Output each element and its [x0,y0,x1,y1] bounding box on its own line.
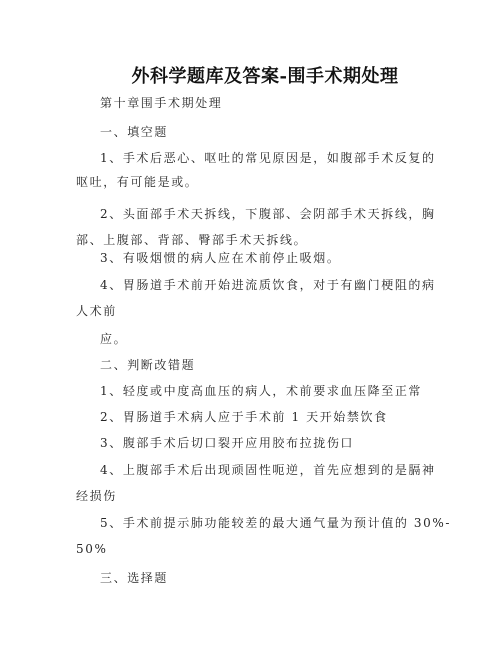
section-heading-true-false: 二、判断改错题 [100,358,196,372]
question-4-line-2: 人术前 [76,304,117,318]
document-title: 外科学题库及答案-围手术期处理 [131,66,399,87]
section-heading-fill-blank: 一、填空题 [100,125,169,139]
tf-question-3: 3、腹部手术后切口裂开应用胶布拉拢伤口 [100,436,355,450]
tf-question-4-line-1: 4、上腹部手术后出现顽固性呃逆，首先应想到的是膈神 [100,463,436,477]
tf-question-1: 1、轻度或中度高血压的病人，术前要求血压降至正常 [100,384,423,398]
question-4-line-3: 应。 [100,332,128,346]
question-3: 3、有吸烟惯的病人应在术前停止吸烟。 [100,251,341,265]
question-2-line-1: 2、头面部手术天拆线，下腹部、会阴部手术天拆线，胸 [100,207,436,221]
question-1-line-2: 呕吐，有可能是或。 [76,175,199,189]
tf-question-4-line-2: 经损伤 [76,489,117,503]
question-1-line-1: 1、手术后恶心、呕吐的常见原因是，如腹部手术反复的 [100,151,436,165]
question-4-line-1: 4、胃肠道手术前开始进流质饮食，对于有幽门梗阻的病 [100,278,436,292]
tf-question-5-line-2: 50% [76,542,108,556]
question-2-line-2: 部、上腹部、背部、臀部手术天拆线。 [76,233,308,247]
section-heading-multiple-choice: 三、选择题 [100,571,169,585]
tf-question-5-line-1: 5、手术前提示肺功能较差的最大通气量为预计值的 30%- [100,516,451,530]
chapter-heading: 第十章围手术期处理 [100,96,223,110]
tf-question-2: 2、胃肠道手术病人应于手术前 1 天开始禁饮食 [100,410,388,424]
